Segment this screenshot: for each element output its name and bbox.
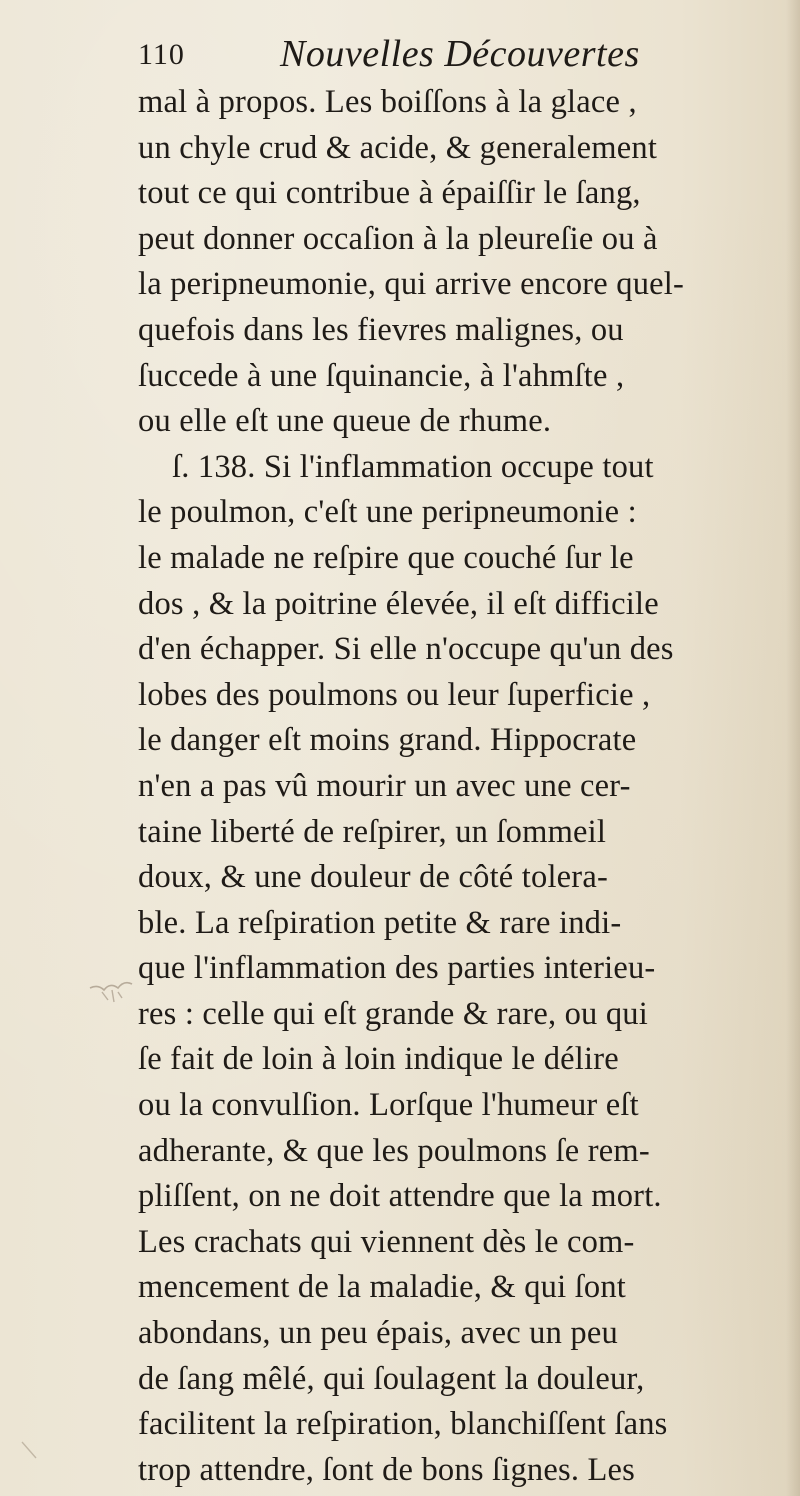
text-line: facilitent la reſpiration, blanchiſſent ſans bbox=[138, 1406, 668, 1443]
text-line: n'en a pas vû mourir un avec une cer- bbox=[138, 767, 631, 804]
text-line: ſe fait de loin à loin indique le délire bbox=[138, 1041, 619, 1078]
text-line: abondans, un peu épais, avec un peu bbox=[138, 1315, 618, 1352]
text-line: de ſang mêlé, qui ſoulagent la douleur, bbox=[138, 1360, 645, 1397]
text-line: ble. La reſpiration petite & rare indi- bbox=[138, 904, 622, 941]
text-line: ou elle eſt une queue de rhume. bbox=[138, 403, 552, 440]
text-line: tout ce qui contribue à épaiſſir le ſang, bbox=[138, 175, 641, 212]
text-line: taine liberté de reſpirer, un ſommeil bbox=[138, 813, 607, 850]
text-line: la peripneumonie, qui arrive encore quel- bbox=[138, 266, 685, 303]
text-line: Les crachats qui viennent dès le com- bbox=[138, 1223, 635, 1260]
body-text bbox=[138, 80, 778, 1493]
text-line: doux, & une douleur de côté tolera- bbox=[138, 859, 608, 896]
text-line: le danger eſt moins grand. Hippocrate bbox=[138, 722, 637, 759]
text-line: adherante, & que les poulmons ſe rem- bbox=[138, 1132, 650, 1169]
margin-ornament-icon bbox=[88, 974, 134, 1004]
text-line: quefois dans les fievres malignes, ou bbox=[138, 311, 624, 348]
page-edge-shadow bbox=[786, 0, 800, 1496]
running-title: Nouvelles Découvertes bbox=[280, 33, 640, 75]
text-line: ſuccede à une ſquinancie, à l'ahmſte , bbox=[138, 357, 625, 394]
text-line: un chyle crud & acide, & generalement bbox=[138, 129, 658, 166]
text-line: pliſſent, on ne doit attendre que la mort. bbox=[138, 1178, 662, 1215]
page-number: 110 bbox=[138, 38, 185, 71]
text-line: res : celle qui eſt grande & rare, ou qui bbox=[138, 995, 648, 1032]
text-line: ou la convulſion. Lorſque l'humeur eſt bbox=[138, 1087, 639, 1124]
text-line: le poulmon, c'eſt une peripneumonie : bbox=[138, 494, 637, 531]
paragraph-start-line: ſ. 138. Si l'inflammation occupe tout bbox=[172, 448, 654, 485]
text-line: peut donner occaſion à la pleureſie ou à bbox=[138, 220, 658, 257]
text-line: lobes des poulmons ou leur ſuperficie , bbox=[138, 676, 651, 713]
margin-mark-icon bbox=[20, 1440, 40, 1460]
text-line: dos , & la poitrine élevée, il eſt difficile bbox=[138, 585, 659, 622]
text-line: le malade ne reſpire que couché ſur le bbox=[138, 539, 634, 576]
text-line: que l'inflammation des parties interieu- bbox=[138, 950, 656, 987]
text-line: mal à propos. Les boiſſons à la glace , bbox=[138, 84, 637, 120]
text-line: d'en échapper. Si elle n'occupe qu'un des bbox=[138, 631, 674, 668]
page-header bbox=[130, 30, 690, 80]
text-line: mencement de la maladie, & qui ſont bbox=[138, 1269, 627, 1306]
text-line: trop attendre, ſont de bons ſignes. Les bbox=[138, 1451, 635, 1488]
